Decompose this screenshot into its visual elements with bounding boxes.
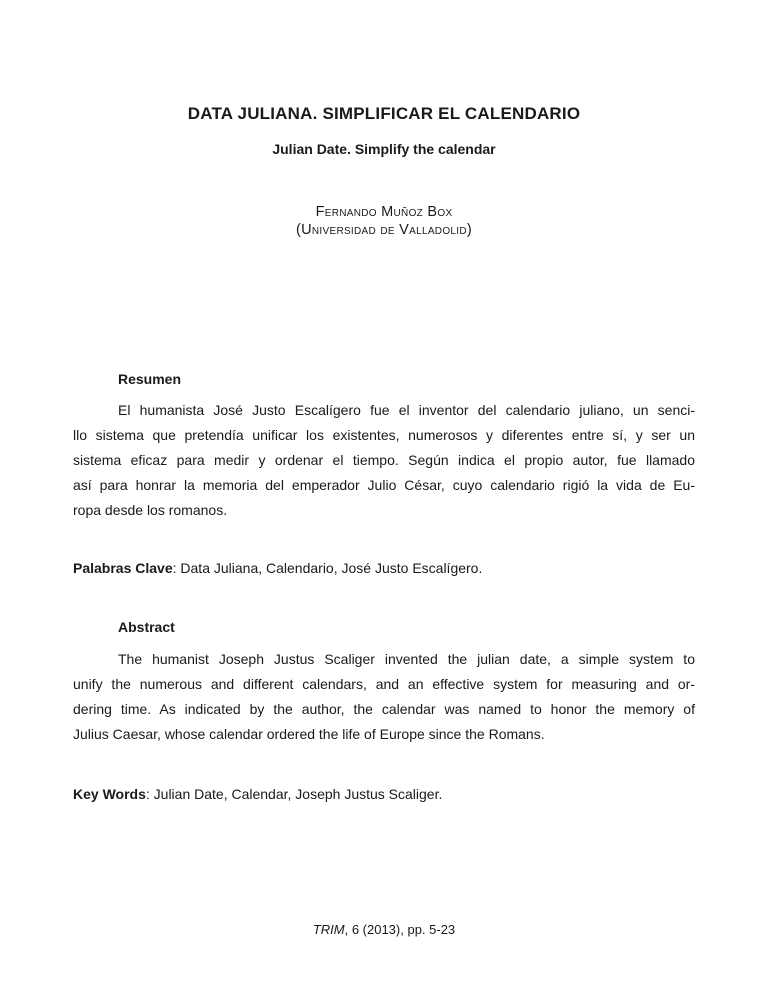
- resumen-paragraph: [73, 398, 695, 523]
- paragraph-line: unify the numerous and different calendars, and an effective system for measuring and or-: [73, 676, 695, 692]
- paper-subtitle: Julian Date. Simplify the calendar: [272, 141, 496, 157]
- palabras-clave-line: [73, 559, 695, 577]
- page-footer: [73, 922, 695, 938]
- palabras-clave-text: : Data Juliana, Calendario, José Justo Escalígero.: [172, 560, 483, 576]
- paragraph-line: llo sistema que pretendía unificar los existentes, numerosos y diferentes entre sí, y ser un: [73, 427, 695, 443]
- author-name: Fernando Muñoz Box: [315, 204, 453, 220]
- paragraph-line: sistema eficaz para medir y ordenar el tiempo. Según indica el propio autor, fue llamado: [73, 452, 695, 468]
- paragraph-line: The humanist Joseph Justus Scaliger invented the julian date, a simple system to: [118, 651, 695, 667]
- paragraph-line: Julius Caesar, whose calendar ordered the life of Europe since the Romans.: [73, 726, 545, 742]
- paragraph-line: dering time. As indicated by the author, the calendar was named to honor the memory of: [73, 701, 695, 717]
- journal-name: TRIM: [312, 922, 345, 937]
- paragraph-line: así para honrar la memoria del emperador Julio César, cuyo calendario rigió la vida de Eu-: [73, 477, 695, 493]
- key-words-text: : Julian Date, Calendar, Joseph Justus Scaliger.: [145, 786, 443, 802]
- abstract-heading: Abstract: [118, 619, 175, 635]
- author-affiliation: (Universidad de Valladolid): [296, 222, 472, 238]
- paper-title: DATA JULIANA. SIMPLIFICAR EL CALENDARIO: [187, 104, 581, 123]
- paragraph-line: ropa desde los romanos.: [73, 502, 228, 518]
- key-words-label: Key Words: [73, 786, 146, 802]
- paragraph-line: El humanista José Justo Escalígero fue el inventor del calendario juliano, un senci-: [118, 402, 695, 418]
- author-block: [73, 203, 695, 239]
- key-words-line: [73, 785, 695, 803]
- resumen-heading: Resumen: [118, 371, 182, 387]
- footer-citation: , 6 (2013), pp. 5-23: [344, 922, 456, 937]
- abstract-paragraph: [73, 647, 695, 747]
- palabras-clave-label: Palabras Clave: [73, 560, 173, 576]
